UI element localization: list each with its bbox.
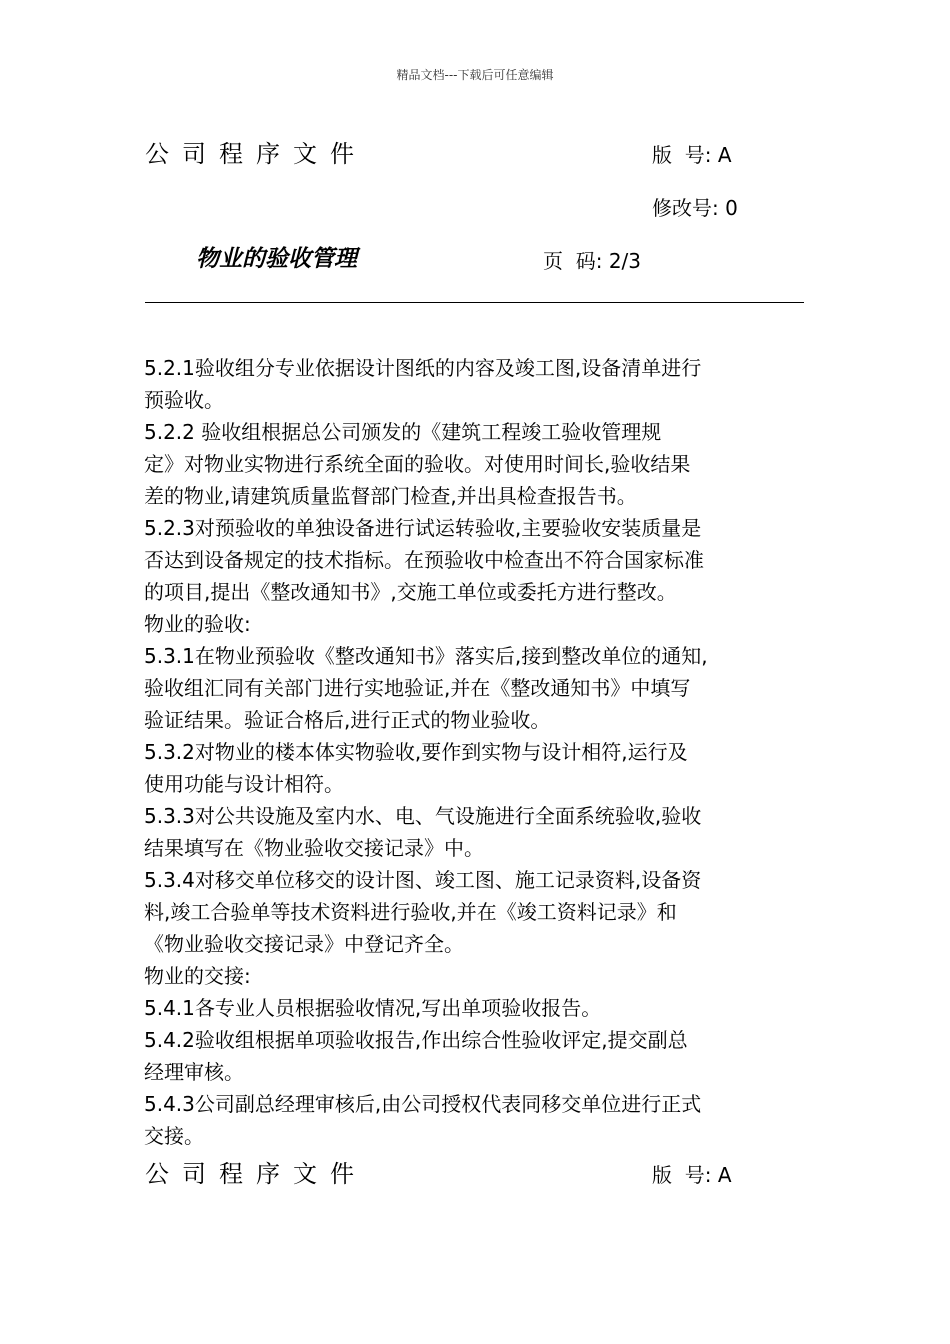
footer-document-type-title: 公司程序文件 xyxy=(145,1160,367,1188)
footer-version-field xyxy=(652,1159,732,1188)
revision-value: 0 xyxy=(725,196,738,220)
body-line: 5.2.2 验收组根据总公司颁发的《建筑工程竣工验收管理规 xyxy=(144,420,662,444)
page-label: 页 码: xyxy=(543,249,603,273)
body-line: 定》对物业实物进行系统全面的验收。对使用时间长,验收结果 xyxy=(144,452,691,476)
body-line: 预验收。 xyxy=(144,388,224,412)
page-number-field xyxy=(543,245,641,274)
watermark-text: 精品文档---下载后可任意编辑 xyxy=(396,68,554,82)
section-heading: 物业的交接: xyxy=(144,964,251,988)
body-line: 交接。 xyxy=(144,1124,204,1148)
body-line: 5.2.3对预验收的单独设备进行试运转验收,主要验收安装质量是 xyxy=(144,516,702,540)
body-line: 5.3.4对移交单位移交的设计图、竣工图、施工记录资料,设备资 xyxy=(144,868,702,892)
body-line: 料,竣工合验单等技术资料进行验收,并在《竣工资料记录》和 xyxy=(144,900,677,924)
header-divider xyxy=(145,302,804,303)
body-line: 5.3.2对物业的楼本体实物验收,要作到实物与设计相符,运行及 xyxy=(144,740,688,764)
body-line: 差的物业,请建筑质量监督部门检查,并出具检查报告书。 xyxy=(144,484,637,508)
body-line: 5.4.3公司副总经理审核后,由公司授权代表同移交单位进行正式 xyxy=(144,1092,702,1116)
page-value: 2/3 xyxy=(608,249,641,273)
body-line: 使用功能与设计相符。 xyxy=(144,772,344,796)
footer-version-label: 版 号: xyxy=(652,1163,712,1187)
version-field xyxy=(652,139,732,168)
body-line: 否达到设备规定的技术指标。在预验收中检查出不符合国家标准 xyxy=(144,548,704,572)
body-line: 5.2.1验收组分专业依据设计图纸的内容及竣工图,设备清单进行 xyxy=(144,356,702,380)
section-heading: 物业的验收: xyxy=(144,612,251,636)
document-subject: 物业的验收管理 xyxy=(196,246,357,272)
body-line: 5.4.1各专业人员根据验收情况,写出单项验收报告。 xyxy=(144,996,602,1020)
footer-version-value: A xyxy=(717,1163,732,1187)
body-line: 《物业验收交接记录》中登记齐全。 xyxy=(144,932,464,956)
body-line: 经理审核。 xyxy=(144,1060,244,1084)
revision-field xyxy=(652,192,738,221)
version-label: 版 号: xyxy=(652,143,712,167)
body-line: 验证结果。验证合格后,进行正式的物业验收。 xyxy=(144,708,551,732)
version-value: A xyxy=(717,143,732,167)
body-line: 结果填写在《物业验收交接记录》中。 xyxy=(144,836,484,860)
revision-label: 修改号: xyxy=(652,196,719,220)
body-line: 5.3.1在物业预验收《整改通知书》落实后,接到整改单位的通知, xyxy=(144,644,708,668)
body-line: 5.3.3对公共设施及室内水、电、气设施进行全面系统验收,验收 xyxy=(144,804,702,828)
body-line: 验收组汇同有关部门进行实地验证,并在《整改通知书》中填写 xyxy=(144,676,691,700)
body-line: 5.4.2验收组根据单项验收报告,作出综合性验收评定,提交副总 xyxy=(144,1028,688,1052)
document-type-title: 公司程序文件 xyxy=(145,140,367,168)
document-body xyxy=(144,352,816,1152)
body-line: 的项目,提出《整改通知书》,交施工单位或委托方进行整改。 xyxy=(144,580,677,604)
